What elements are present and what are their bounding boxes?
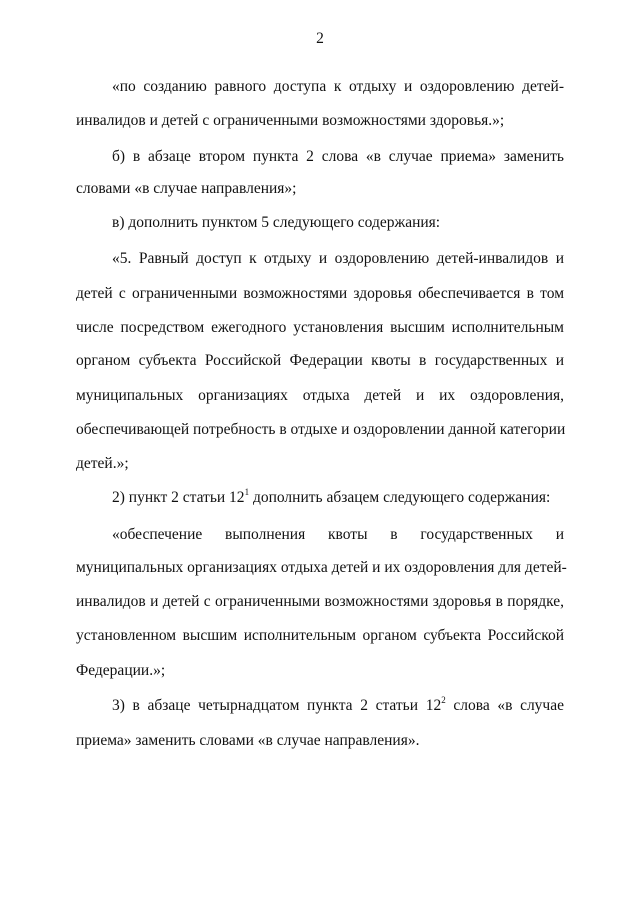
text-line: числе посредством ежегодного установления высшим исполнительным bbox=[76, 319, 564, 336]
item-3-line bbox=[112, 696, 564, 716]
text-line: муниципальных организациях отдыха детей и их оздоровления для детей- bbox=[76, 559, 567, 576]
text-line: детей с ограниченными возможностями здоровья обеспечивается в том bbox=[76, 285, 564, 302]
article-superscript: 2 bbox=[441, 694, 446, 705]
text-line: б) в абзаце втором пункта 2 слова «в случае приема» заменить bbox=[112, 148, 564, 165]
item-2-line bbox=[112, 488, 564, 508]
text-line: «обеспечение выполнения квоты в государственных и bbox=[112, 526, 564, 543]
text-line: «5. Равный доступ к отдыху и оздоровлению детей-инвалидов и bbox=[112, 250, 564, 267]
text-line: «по созданию равного доступа к отдыху и оздоровлению детей- bbox=[112, 78, 564, 95]
text-line: детей.»; bbox=[76, 455, 129, 472]
text-line: муниципальных организациях отдыха детей и их оздоровления, bbox=[76, 387, 564, 404]
text-line: инвалидов и детей с ограниченными возможностями здоровья.»; bbox=[76, 112, 505, 129]
item-2-text-before: 2) пункт 2 статьи 12 bbox=[112, 489, 245, 506]
text-line: инвалидов и детей с ограниченными возможностями здоровья в порядке, bbox=[76, 593, 564, 610]
text-line: органом субъекта Российской Федерации квоты в государственных и bbox=[76, 352, 564, 369]
text-line: установленном высшим исполнительным органом субъекта Российской bbox=[76, 627, 564, 644]
text-line: обеспечивающей потребность в отдыхе и оздоровлении данной категории bbox=[76, 421, 566, 438]
text-line: словами «в случае направления»; bbox=[76, 180, 297, 197]
item-3-text-before: 3) в абзаце четырнадцатом пункта 2 статьи 12 bbox=[112, 697, 442, 714]
article-superscript: 1 bbox=[244, 486, 250, 497]
text-line: в) дополнить пунктом 5 следующего содержания: bbox=[112, 214, 441, 231]
text-line: приема» заменить словами «в случае направления». bbox=[76, 732, 420, 749]
item-2-text-after: дополнить абзацем следующего содержания: bbox=[249, 489, 551, 506]
item-3-text-after: слова «в случае bbox=[445, 697, 564, 714]
text-line: Федерации.»; bbox=[76, 662, 166, 679]
page-number: 2 bbox=[316, 30, 324, 47]
